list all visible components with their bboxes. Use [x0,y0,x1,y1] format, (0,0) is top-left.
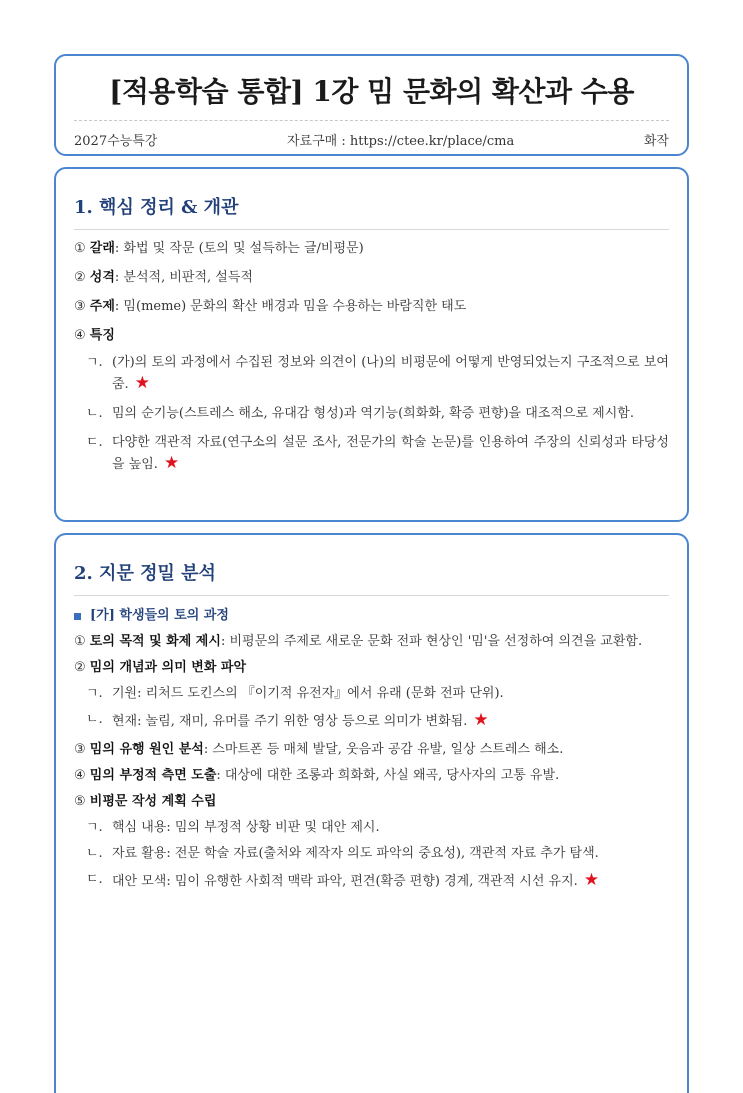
analysis-subitem [74,710,669,732]
item-text: 기원: 리처드 도킨스의 『이기적 유전자』에서 유래 (문화 전파 단위). [112,686,504,701]
feature-marker: ㄷ. [86,435,103,450]
feature-item [74,433,669,475]
item-marker: ② [74,270,86,285]
item-text: 현재: 놀림, 재미, 유머를 주기 위한 영상 등으로 의미가 변화됨. [112,714,468,729]
item-label: 특징 [89,328,115,343]
analysis-item [74,658,669,678]
section-title: 1. 핵심 정리 & 개관 [74,197,239,218]
overview-item-genre [74,239,669,259]
item-label: 밈의 유행 원인 분석 [89,742,204,757]
analysis-subitem [74,818,669,838]
item-text: : 화법 및 작문 (토의 및 설득하는 글/비평문) [114,241,364,256]
item-text: : 대상에 대한 조롱과 희화화, 사실 왜곡, 당사자의 고통 유발. [216,768,560,783]
feature-marker: ㄱ. [86,355,103,370]
item-label: 성격 [89,270,115,285]
series-label: 2027수능특강 [74,134,158,149]
feature-text: 밈의 순기능(스트레스 해소, 유대감 형성)과 역기능(희화화, 확증 편향)을 대조적으로 제시함. [112,406,634,421]
item-marker: ① [74,634,86,649]
analysis-item [74,792,669,812]
star-icon: ★ [473,710,489,730]
section-analysis [54,533,689,1093]
item-label: 주제 [89,299,115,314]
item-marker: ⑤ [74,794,86,809]
subheading-text: [가] 학생들의 토의 과정 [90,608,229,623]
item-marker: ㄴ. [86,712,103,727]
overview-item-theme [74,297,669,317]
item-marker: ㄴ. [86,846,103,861]
analysis-item [74,740,669,760]
section-title: 2. 지문 정밀 분석 [74,563,216,584]
square-bullet-icon [74,613,81,620]
item-marker: ① [74,241,86,256]
star-icon: ★ [583,870,600,890]
feature-text: 다양한 객관적 자료(연구소의 설문 조사, 전문가의 학술 논문)를 인용하여 주장의 신뢰성과 타당성을 높임. [112,435,669,472]
item-label: 토의 목적 및 화제 제시 [89,634,221,649]
item-text: : 밈(meme) 문화의 확산 배경과 밈을 수용하는 바람직한 태도 [114,299,467,314]
analysis-item [74,766,669,786]
overview-item-character [74,268,669,288]
meta-row [74,121,669,149]
subject-label: 화작 [643,134,669,149]
item-label: 밈의 개념과 의미 변화 파악 [89,660,247,675]
item-label: 갈래 [89,241,115,256]
page-title: [적용학습 통합] 1강 밈 문화의 확산과 수용 [109,75,634,108]
item-marker: ㄱ. [86,820,103,835]
item-marker: ② [74,660,86,675]
item-text: 대안 모색: 밈이 유행한 사회적 맥락 파악, 편견(확증 편향) 경계, 객관적 시선 유지. [112,874,578,889]
purchase-link[interactable]: 자료구매 : https://ctee.kr/place/cma [286,134,515,149]
item-text: 자료 활용: 전문 학술 자료(출처와 제작자 의도 파악의 중요성), 객관적 자료 추가 탐색. [112,846,599,861]
feature-marker: ㄴ. [86,406,103,421]
item-label: 밈의 부정적 측면 도출 [89,768,217,783]
item-marker: ③ [74,742,86,757]
analysis-subitem [74,870,669,892]
item-marker: ㄷ. [86,872,103,887]
analysis-subitem [74,844,669,864]
feature-item [74,404,669,424]
feature-item [74,353,669,395]
star-icon: ★ [163,453,180,473]
feature-text: (가)의 토의 과정에서 수집된 정보와 의견이 (나)의 비평문에 어떻게 반영되었는지 구조적으로 보여줌. [112,355,669,392]
analysis-subitem [74,684,669,704]
section-overview [54,167,689,522]
item-text: 핵심 내용: 밈의 부정적 상황 비판 및 대안 제시. [112,820,380,835]
analysis-item [74,632,669,652]
item-marker: ㄱ. [86,686,103,701]
item-label: 비평문 작성 계획 수립 [89,794,217,809]
item-text: : 비평문의 주제로 새로운 문화 전파 현상인 '밈'을 선정하여 의견을 교환함. [220,634,643,649]
item-marker: ④ [74,768,86,783]
overview-item-features [74,326,669,346]
item-text: : 스마트폰 등 매체 발달, 웃음과 공감 유발, 일상 스트레스 해소. [203,742,564,757]
header-box [54,54,689,156]
item-marker: ③ [74,299,86,314]
item-text: : 분석적, 비판적, 설득적 [114,270,253,285]
subheading [74,606,669,626]
item-marker: ④ [74,328,86,343]
star-icon: ★ [134,373,150,393]
